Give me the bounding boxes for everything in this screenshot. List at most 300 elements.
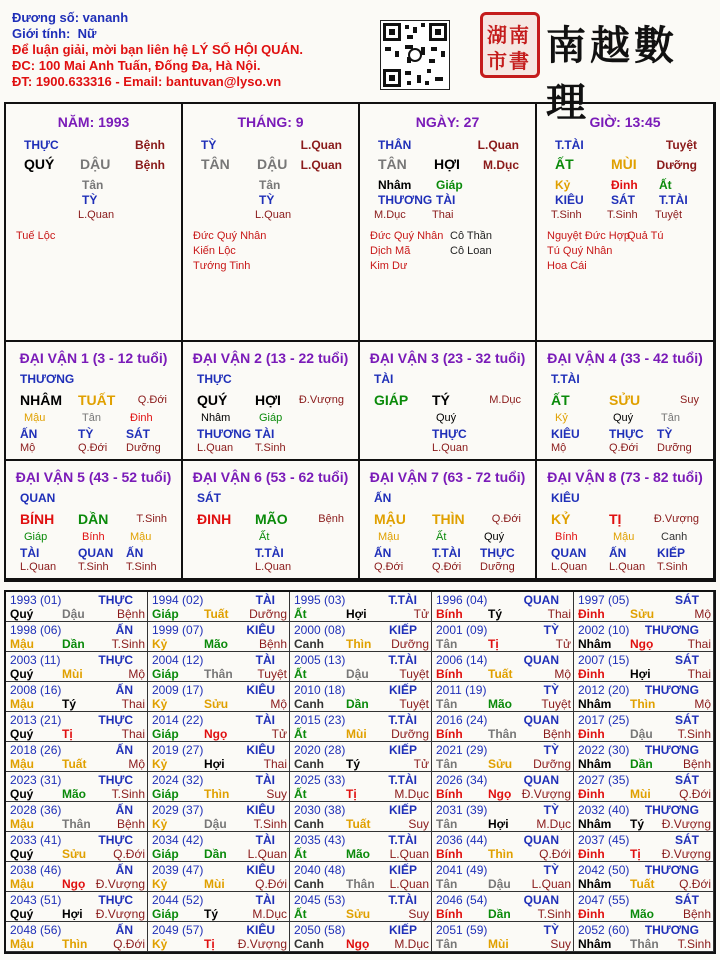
year-stem: Quý bbox=[10, 787, 34, 801]
year-stem: Canh bbox=[294, 817, 324, 831]
year-god: TỲ bbox=[543, 743, 559, 757]
year-cell bbox=[432, 802, 574, 832]
year-ts: Thai bbox=[263, 757, 287, 771]
year-branch: Mão bbox=[488, 697, 512, 711]
seal-char: 市 bbox=[487, 51, 507, 73]
annual-table bbox=[4, 590, 716, 954]
year-label: 2041 (49) bbox=[436, 863, 488, 877]
year-stem: Tân bbox=[436, 637, 458, 651]
year-god: KIẾP bbox=[388, 683, 417, 697]
year-label: 2024 (32) bbox=[152, 773, 204, 787]
year-cell bbox=[290, 862, 432, 892]
pillar-stem: TÂN bbox=[201, 156, 230, 172]
year-ts: Thai bbox=[687, 637, 711, 651]
star-item: Nguyệt Đức Hợp bbox=[547, 230, 631, 242]
year-god: TỲ bbox=[543, 923, 559, 937]
year-god: SÁT bbox=[675, 893, 699, 907]
hidden-stem: Nhâm bbox=[201, 412, 231, 424]
year-cell bbox=[432, 892, 574, 922]
year-stem: Canh bbox=[294, 757, 324, 771]
hidden-ts: Dưỡng bbox=[657, 442, 692, 454]
year-branch: Dần bbox=[630, 757, 653, 771]
year-branch: Ngọ bbox=[204, 727, 228, 741]
year-ts: L.Quan bbox=[247, 847, 287, 861]
year-branch: Ngọ bbox=[488, 787, 512, 801]
gender-label: Giới tính: bbox=[12, 26, 71, 41]
pillar-stem-god: T.TÀI bbox=[555, 138, 584, 152]
pillar-branch: DẬU bbox=[257, 156, 288, 172]
hidden-ts: T.Sinh bbox=[255, 442, 286, 454]
year-god: KIẾP bbox=[388, 623, 417, 637]
year-cell bbox=[148, 922, 290, 952]
year-label: 1994 (02) bbox=[152, 593, 204, 607]
year-label: 2032 (40) bbox=[578, 803, 630, 817]
year-stem: Canh bbox=[294, 697, 324, 711]
year-branch: Sửu bbox=[204, 697, 229, 711]
year-god: TÀI bbox=[255, 773, 275, 787]
year-label: 2026 (34) bbox=[436, 773, 488, 787]
year-ts: Mộ bbox=[554, 667, 571, 681]
year-cell bbox=[574, 922, 714, 952]
hidden-ts: T.Sinh bbox=[657, 561, 688, 573]
year-label: 2003 (11) bbox=[10, 653, 61, 667]
dai-van-ts: T.Sinh bbox=[136, 513, 167, 525]
year-stem: Tân bbox=[436, 697, 458, 711]
star-item: Kim Dư bbox=[370, 260, 408, 272]
dai-van-branch: HỢI bbox=[255, 392, 281, 408]
hidden-god: SÁT bbox=[611, 193, 635, 207]
year-god: THỰC bbox=[98, 773, 133, 787]
year-cell bbox=[290, 832, 432, 862]
hidden-stem: Giáp bbox=[24, 531, 48, 543]
year-label: 2033 (41) bbox=[10, 833, 62, 847]
year-branch: Thân bbox=[488, 727, 517, 741]
year-label: 2049 (57) bbox=[152, 923, 204, 937]
year-ts: T.Sinh bbox=[677, 727, 711, 741]
year-branch: Sửu bbox=[346, 907, 371, 921]
year-label: 2039 (47) bbox=[152, 863, 204, 877]
year-god: TỲ bbox=[543, 683, 559, 697]
pillar-branch-ts: Bệnh bbox=[135, 158, 165, 172]
hidden-stem: Kỷ bbox=[555, 178, 571, 192]
year-label: 1997 (05) bbox=[578, 593, 630, 607]
year-god: T.TÀI bbox=[388, 713, 417, 727]
year-ts: Q.Đới bbox=[679, 877, 711, 891]
hidden-god: SÁT bbox=[126, 427, 150, 441]
year-stem: Giáp bbox=[152, 667, 179, 681]
year-ts: Đ.Vượng bbox=[521, 787, 571, 801]
year-branch: Thìn bbox=[204, 787, 230, 801]
pillar-cell bbox=[6, 104, 183, 342]
year-label: 1993 (01) bbox=[10, 593, 62, 607]
year-label: 2002 (10) bbox=[578, 623, 630, 637]
pillar-cell bbox=[537, 104, 715, 342]
year-stem: Nhâm bbox=[578, 817, 612, 831]
hidden-god: THỰC bbox=[432, 427, 467, 441]
year-branch: Dần bbox=[204, 847, 227, 861]
dai-van-god: KIÊU bbox=[551, 491, 580, 505]
hidden-stem: Mậu bbox=[130, 531, 152, 543]
dai-van-god: T.TÀI bbox=[551, 372, 580, 386]
hidden-god: KIÊU bbox=[555, 193, 584, 207]
year-god: KIÊU bbox=[246, 923, 275, 937]
year-branch: Mão bbox=[204, 637, 228, 651]
year-label: 2013 (21) bbox=[10, 713, 62, 727]
year-cell bbox=[148, 862, 290, 892]
year-branch: Hợi bbox=[488, 817, 509, 831]
year-branch: Tuất bbox=[346, 817, 371, 831]
year-cell bbox=[432, 622, 574, 652]
year-god: ẤN bbox=[115, 683, 133, 697]
year-god: ẤN bbox=[115, 743, 133, 757]
year-branch: Dậu bbox=[204, 817, 227, 831]
year-stem: Đinh bbox=[578, 787, 605, 801]
year-ts: Bệnh bbox=[116, 607, 145, 621]
year-cell bbox=[574, 892, 714, 922]
year-god: TÀI bbox=[255, 893, 275, 907]
year-ts: Bệnh bbox=[682, 907, 711, 921]
year-stem: Tân bbox=[436, 937, 458, 951]
year-label: 2047 (55) bbox=[578, 893, 630, 907]
owner-name: vananh bbox=[82, 10, 129, 25]
hidden-god: KIẾP bbox=[657, 546, 686, 560]
year-branch: Dậu bbox=[488, 877, 511, 891]
year-label: 2008 (16) bbox=[10, 683, 62, 697]
year-cell bbox=[432, 772, 574, 802]
dai-van-ts: Q.Đới bbox=[137, 394, 167, 406]
year-branch: Tý bbox=[62, 697, 77, 711]
year-stem: Mậu bbox=[10, 637, 34, 651]
year-god: ẤN bbox=[115, 803, 133, 817]
year-cell bbox=[6, 622, 148, 652]
pillar-stem: TÂN bbox=[378, 156, 407, 172]
star-item: Hoa Cái bbox=[547, 260, 587, 272]
hidden-god: QUAN bbox=[551, 546, 587, 560]
year-god: THỰC bbox=[98, 713, 133, 727]
year-stem: Tân bbox=[436, 757, 458, 771]
year-cell bbox=[290, 592, 432, 622]
pillar-branch: HỢI bbox=[434, 156, 460, 172]
year-label: 2019 (27) bbox=[152, 743, 204, 757]
year-god: TỲ bbox=[543, 623, 559, 637]
dai-van-ts: Đ.Vượng bbox=[653, 513, 699, 525]
hidden-ts: Q.Đới bbox=[609, 442, 639, 454]
year-stem: Ất bbox=[294, 727, 307, 741]
pillar-title: THÁNG: 9 bbox=[237, 114, 304, 130]
year-branch: Thìn bbox=[630, 697, 656, 711]
year-ts: Dưỡng bbox=[391, 637, 429, 651]
hidden-ts: L.Quan bbox=[197, 442, 234, 454]
year-god: THƯƠNG bbox=[644, 623, 699, 637]
hidden-ts: M.Dục bbox=[374, 209, 406, 221]
year-label: 2010 (18) bbox=[294, 683, 346, 697]
dai-van-stem: ĐINH bbox=[197, 511, 232, 527]
year-god: T.TÀI bbox=[388, 893, 417, 907]
year-branch: Hợi bbox=[346, 607, 367, 621]
year-label: 2036 (44) bbox=[436, 833, 488, 847]
year-ts: Dưỡng bbox=[391, 727, 429, 741]
year-god: KIÊU bbox=[246, 863, 275, 877]
dai-van-stem: BÍNH bbox=[20, 511, 55, 527]
pillar-stem-god: THỰC bbox=[24, 138, 59, 152]
year-cell bbox=[148, 652, 290, 682]
dai-van-cell bbox=[183, 342, 360, 461]
year-stem: Kỷ bbox=[152, 937, 168, 951]
year-label: 2035 (43) bbox=[294, 833, 346, 847]
year-cell bbox=[148, 592, 290, 622]
year-label: 2018 (26) bbox=[10, 743, 62, 757]
year-ts: Mộ bbox=[270, 697, 287, 711]
year-branch: Mùi bbox=[62, 667, 83, 681]
year-cell bbox=[574, 802, 714, 832]
year-god: TÀI bbox=[255, 593, 275, 607]
year-god: T.TÀI bbox=[388, 833, 417, 847]
year-cell bbox=[432, 832, 574, 862]
year-ts: Bệnh bbox=[258, 637, 287, 651]
pillar-stem-ts: Bệnh bbox=[135, 138, 165, 152]
hidden-god: TỲ bbox=[259, 193, 275, 207]
year-label: 2012 (20) bbox=[578, 683, 630, 697]
hidden-stem: Ất bbox=[436, 531, 447, 543]
year-god: ẤN bbox=[115, 863, 133, 877]
dai-van-god: THỰC bbox=[197, 372, 232, 386]
year-label: 2030 (38) bbox=[294, 803, 346, 817]
dai-van-title: ĐẠI VẬN 5 (43 - 52 tuổi) bbox=[15, 469, 172, 485]
year-cell bbox=[6, 712, 148, 742]
hidden-ts: L.Quan bbox=[609, 561, 646, 573]
year-cell bbox=[148, 832, 290, 862]
hidden-god: THỰC bbox=[480, 546, 515, 560]
year-god: KIÊU bbox=[246, 803, 275, 817]
year-god: KIẾP bbox=[388, 803, 417, 817]
year-ts: Đ.Vượng bbox=[661, 847, 711, 861]
year-label: 2046 (54) bbox=[436, 893, 488, 907]
year-god: KIẾP bbox=[388, 863, 417, 877]
hidden-stem: Mậu bbox=[378, 531, 400, 543]
year-cell bbox=[148, 682, 290, 712]
hidden-ts: L.Quan bbox=[20, 561, 57, 573]
year-branch: Tuất bbox=[204, 607, 229, 621]
year-cell bbox=[148, 622, 290, 652]
year-label: 2048 (56) bbox=[10, 923, 62, 937]
pillar-branch: DẬU bbox=[80, 156, 111, 172]
pillar-cell bbox=[183, 104, 360, 342]
hidden-god: THƯƠNG bbox=[378, 193, 433, 207]
hidden-ts: L.Quan bbox=[432, 442, 469, 454]
year-stem: Ất bbox=[294, 847, 307, 861]
hidden-god: KIÊU bbox=[551, 427, 580, 441]
year-ts: Tử bbox=[413, 607, 429, 621]
year-branch: Dậu bbox=[346, 667, 369, 681]
pillar-title: NĂM: 1993 bbox=[57, 114, 130, 130]
year-ts: Q.Đới bbox=[255, 877, 287, 891]
year-branch: Thìn bbox=[488, 847, 514, 861]
star-item: Tú Quý Nhân bbox=[547, 245, 613, 257]
year-cell bbox=[432, 862, 574, 892]
dai-van-ts: Q.Đới bbox=[491, 513, 521, 525]
hidden-ts: Q.Đới bbox=[374, 561, 404, 573]
year-cell bbox=[290, 652, 432, 682]
year-label: 1996 (04) bbox=[436, 593, 488, 607]
year-ts: Suy bbox=[550, 937, 571, 951]
hidden-ts: T.Sinh bbox=[551, 209, 582, 221]
owner-info bbox=[12, 10, 303, 90]
year-stem: Mậu bbox=[10, 877, 34, 891]
year-god: TỲ bbox=[543, 803, 559, 817]
hidden-god: ẤN bbox=[20, 427, 38, 441]
year-god: TỲ bbox=[543, 863, 559, 877]
pillar-branch-ts: Dưỡng bbox=[656, 158, 697, 172]
year-branch: Thân bbox=[346, 877, 375, 891]
year-label: 2000 (08) bbox=[294, 623, 346, 637]
year-god: KIÊU bbox=[246, 623, 275, 637]
pillar-stem-god: THÂN bbox=[378, 138, 412, 152]
year-god: QUAN bbox=[523, 773, 559, 787]
year-god: TÀI bbox=[255, 653, 275, 667]
star-item: Tuế Lộc bbox=[16, 230, 56, 242]
dai-van-title: ĐẠI VẬN 3 (23 - 32 tuổi) bbox=[369, 350, 526, 366]
year-ts: T.Sinh bbox=[111, 787, 145, 801]
year-stem: Kỷ bbox=[152, 697, 168, 711]
year-branch: Sửu bbox=[62, 847, 87, 861]
pillar-branch-ts: L.Quan bbox=[300, 158, 342, 172]
year-stem: Quý bbox=[10, 667, 34, 681]
dai-van-stem: GIÁP bbox=[374, 392, 409, 408]
pillar-branch: MÙI bbox=[611, 156, 637, 172]
year-label: 2025 (33) bbox=[294, 773, 346, 787]
hidden-stem: Canh bbox=[661, 531, 688, 543]
year-cell bbox=[6, 922, 148, 952]
phone-email: ĐT: 1900.633316 - Email: bantuvan@lyso.vn bbox=[12, 74, 282, 89]
year-god: THƯƠNG bbox=[644, 803, 699, 817]
year-god: QUAN bbox=[523, 713, 559, 727]
year-cell bbox=[574, 652, 714, 682]
year-cell bbox=[148, 892, 290, 922]
year-cell bbox=[6, 862, 148, 892]
year-cell bbox=[6, 802, 148, 832]
hidden-stem: Tân bbox=[661, 412, 680, 424]
dai-van-title: ĐẠI VẬN 7 (63 - 72 tuổi) bbox=[369, 469, 526, 485]
year-stem: Đinh bbox=[578, 667, 605, 681]
year-ts: Suy bbox=[408, 817, 429, 831]
year-god: SÁT bbox=[675, 653, 699, 667]
year-ts: Đ.Vượng bbox=[95, 907, 145, 921]
hidden-ts: L.Quan bbox=[78, 209, 115, 221]
year-label: 2005 (13) bbox=[294, 653, 346, 667]
year-label: 2007 (15) bbox=[578, 653, 630, 667]
year-branch: Tị bbox=[488, 637, 499, 651]
year-label: 2040 (48) bbox=[294, 863, 346, 877]
dai-van-ts: Đ.Vượng bbox=[298, 394, 344, 406]
year-god: T.TÀI bbox=[388, 773, 417, 787]
year-ts: Mộ bbox=[128, 667, 145, 681]
hidden-stem: Mậu bbox=[613, 531, 635, 543]
year-cell bbox=[432, 652, 574, 682]
year-god: THƯƠNG bbox=[644, 743, 699, 757]
year-label: 2006 (14) bbox=[436, 653, 488, 667]
year-ts: T.Sinh bbox=[537, 907, 571, 921]
year-branch: Tý bbox=[346, 757, 361, 771]
year-stem: Bính bbox=[436, 667, 463, 681]
hidden-stem: Quý bbox=[436, 412, 457, 424]
year-ts: Thai bbox=[121, 697, 145, 711]
dai-van-branch: THÌN bbox=[432, 511, 465, 527]
year-branch: Ngọ bbox=[630, 637, 654, 651]
year-stem: Mậu bbox=[10, 817, 34, 831]
year-branch: Hợi bbox=[204, 757, 225, 771]
pillar-title: NGÀY: 27 bbox=[415, 114, 480, 130]
year-cell bbox=[574, 592, 714, 622]
year-cell bbox=[148, 712, 290, 742]
year-cell bbox=[290, 682, 432, 712]
year-label: 1995 (03) bbox=[294, 593, 346, 607]
dai-van-god: QUAN bbox=[20, 491, 56, 505]
year-cell bbox=[290, 922, 432, 952]
hidden-ts: Dưỡng bbox=[126, 442, 161, 454]
dai-van-cell bbox=[6, 342, 183, 461]
hidden-ts: L.Quan bbox=[551, 561, 588, 573]
year-ts: Bệnh bbox=[116, 817, 145, 831]
pillar-grid bbox=[4, 102, 716, 582]
year-branch: Thân bbox=[630, 937, 659, 951]
hidden-ts: Mộ bbox=[551, 442, 567, 454]
pillar-stem: ẤT bbox=[555, 156, 574, 172]
year-god: ẤN bbox=[115, 623, 133, 637]
year-ts: Q.Đới bbox=[679, 787, 711, 801]
year-stem: Quý bbox=[10, 727, 34, 741]
year-god: KIÊU bbox=[246, 743, 275, 757]
hidden-god: TỲ bbox=[78, 427, 94, 441]
year-label: 2045 (53) bbox=[294, 893, 346, 907]
year-branch: Mùi bbox=[346, 727, 367, 741]
year-god: THƯƠNG bbox=[644, 863, 699, 877]
year-label: 2001 (09) bbox=[436, 623, 488, 637]
year-cell bbox=[290, 622, 432, 652]
year-ts: M.Dục bbox=[252, 907, 287, 921]
year-ts: Tuyệt bbox=[541, 697, 571, 711]
hidden-stem: Nhâm bbox=[378, 178, 412, 192]
year-cell bbox=[290, 802, 432, 832]
year-stem: Mậu bbox=[10, 757, 34, 771]
hidden-ts: Mộ bbox=[20, 442, 36, 454]
year-stem: Tân bbox=[436, 817, 458, 831]
year-ts: M.Dục bbox=[536, 817, 571, 831]
year-branch: Sửu bbox=[630, 607, 655, 621]
year-stem: Giáp bbox=[152, 727, 179, 741]
year-ts: Dưỡng bbox=[533, 757, 571, 771]
year-label: 2015 (23) bbox=[294, 713, 346, 727]
year-label: 2023 (31) bbox=[10, 773, 62, 787]
year-cell bbox=[6, 682, 148, 712]
year-god: SÁT bbox=[675, 713, 699, 727]
year-stem: Canh bbox=[294, 637, 324, 651]
seal-char: 湖 bbox=[487, 25, 507, 47]
pillar-stem-ts: L.Quan bbox=[477, 138, 519, 152]
year-cell bbox=[574, 682, 714, 712]
year-branch: Tuất bbox=[630, 877, 655, 891]
year-god: QUAN bbox=[523, 833, 559, 847]
dai-van-cell bbox=[183, 461, 360, 580]
seal-char: 南 bbox=[509, 25, 529, 47]
year-stem: Mậu bbox=[10, 697, 34, 711]
year-god: KIẾP bbox=[388, 923, 417, 937]
year-stem: Ất bbox=[294, 907, 307, 921]
year-ts: L.Quan bbox=[389, 877, 429, 891]
address: ĐC: 100 Mai Anh Tuấn, Đống Đa, Hà Nội. bbox=[12, 58, 261, 73]
year-stem: Nhâm bbox=[578, 637, 612, 651]
year-branch: Thân bbox=[204, 667, 233, 681]
year-ts: M.Dục bbox=[394, 787, 429, 801]
